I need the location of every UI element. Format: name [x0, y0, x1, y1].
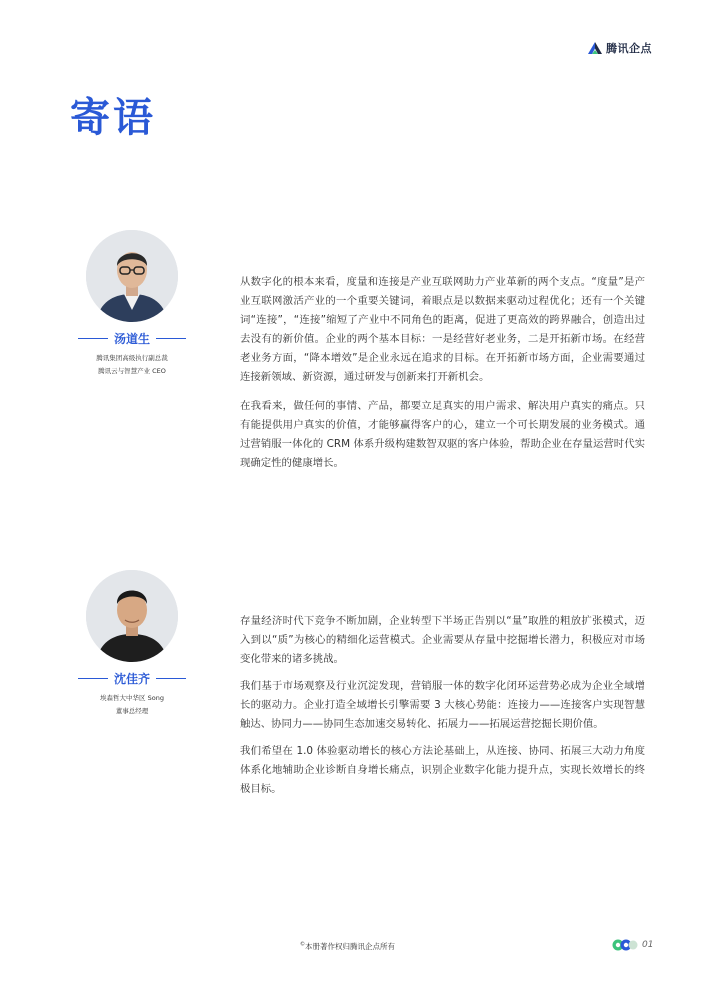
copyright-notice	[300, 941, 395, 952]
copyright-text: 本册著作权归腾讯企点所有	[305, 942, 395, 951]
message-text-1	[240, 273, 645, 483]
person-card-1	[70, 230, 194, 378]
page-badge-icon	[612, 939, 638, 951]
tencent-qidian-logo-icon	[588, 42, 602, 54]
page-number-text: 01	[642, 940, 654, 950]
copyright-mark: ©	[300, 941, 305, 948]
person-title: 腾讯云与智慧产业 CEO	[98, 367, 166, 375]
paragraph: 在我看来，做任何的事情、产品，都要立足真实的用户需求、解决用户真实的痛点。只有能提供用户真实的价值，才能够赢得客户的心，建立一个可长期发展的业务模式。通过营销服一体化的 CRM 体系升级构建数智双驱的客户体验，帮助企业在存量运营时代实现确定性的健康增长。	[240, 400, 645, 469]
person-title: 腾讯集团高级执行副总裁	[96, 354, 168, 362]
paragraph: 从数字化的根本来看，度量和连接是产业互联网助力产业革新的两个支点。“度量”是产业互联网激活产业的一个重要关键词，着眼点是以数据来驱动过程优化；还有一个关键词“连接”，“连接”缩短了产业中不同角色的距离，促进了更高效的跨界融合，创造出过去没有的新价值。企业的两个基本目标：一是经营好老业务，二是开拓新市场。在经营老业务方面，“降本增效”是企业永远在追求的目标。在开拓新市场方面，企业需要通过连接新领域、新资源，通过研发与创新来打开新机会。	[240, 276, 645, 383]
name-divider-left	[78, 678, 108, 679]
portrait-photo	[86, 230, 178, 322]
page-title: 寄语	[70, 95, 156, 141]
paragraph: 我们基于市场观察及行业沉淀发现，营销服一体的数字化闭环运营势必成为企业全域增长的驱动力。企业打造全域增长引擎需要 3 大核心势能：连接力——连接客户实现智慧触达、协同力——协同生态加速交易转化、拓展力——拓展运营挖掘长期价值。	[240, 680, 645, 730]
avatar	[86, 570, 178, 662]
avatar	[86, 230, 178, 322]
person-title: 埃森哲大中华区 Song	[100, 694, 164, 702]
person-card-2	[70, 570, 194, 718]
name-row	[70, 670, 194, 687]
message-text-2	[240, 612, 645, 807]
name-divider-right	[156, 338, 186, 339]
page-number	[612, 939, 653, 951]
portrait-photo	[86, 570, 178, 662]
paragraph: 我们希望在 1.0 体验驱动增长的核心方法论基础上，从连接、协同、拓展三大动力角度体系化地辅助企业诊断自身增长痛点，识别企业数字化能力提升点，实现长效增长的终极目标。	[240, 745, 645, 795]
person-title: 董事总经理	[115, 707, 149, 715]
name-divider-right	[156, 678, 186, 679]
header-logo	[588, 40, 652, 56]
name-row	[70, 330, 194, 347]
logo-text: 腾讯企点	[606, 42, 652, 55]
person-name: 沈佳齐	[113, 672, 150, 686]
paragraph: 存量经济时代下竞争不断加剧，企业转型下半场正告别以“量”取胜的粗放扩张模式，迈入到以“质”为核心的精细化运营模式。企业需要从存量中挖掘增长潜力，积极应对市场变化带来的诸多挑战。	[240, 615, 645, 665]
person-name: 汤道生	[113, 332, 150, 346]
name-divider-left	[78, 338, 108, 339]
